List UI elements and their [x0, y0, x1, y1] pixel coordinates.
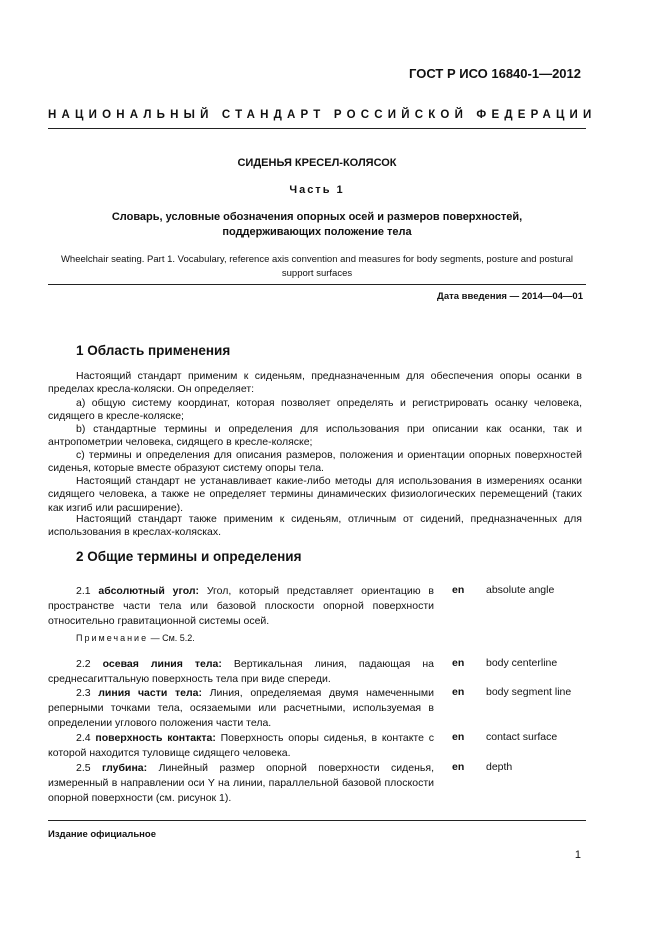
english-term: depth: [486, 761, 513, 773]
section-1-paragraph: Настоящий стандарт не устанавливает какие-либо методы для использования в измерениях осанки сидящего человека, а также не определяет термины динамических физиологических перемещений (таких как изгиб или расширение).: [48, 475, 582, 514]
language-code: en: [452, 657, 465, 669]
scope-item-b: b) стандартные термины и определения для использования при описании как осанки, так и антропометрии человека, сидящего в кресле-коляске;: [48, 423, 582, 449]
language-code: en: [452, 686, 465, 698]
term-text: Угол, который представляет ориентацию в пространстве части тела или базовой плоскости опорной поверхности относительно гравитационной системы осей.: [48, 585, 435, 627]
footer-divider: [48, 820, 586, 821]
term-definition: [48, 584, 434, 629]
term-name: глубина:: [102, 762, 148, 774]
term-definition: [48, 657, 434, 687]
english-term: body centerline: [486, 657, 558, 669]
term-number: 2.4: [76, 732, 91, 744]
part-label: Часть 1: [289, 184, 345, 196]
language-code: en: [452, 731, 465, 743]
note: [76, 633, 195, 643]
term-text: Поверхность опоры сиденья, в контакте с которой находится туловище сидящего человека.: [48, 732, 434, 759]
top-divider: [48, 128, 586, 129]
national-standard-heading: НАЦИОНАЛЬНЫЙ СТАНДАРТ РОССИЙСКОЙ ФЕДЕРАЦИИ: [48, 109, 597, 121]
term-text: Вертикальная линия, падающая на среднесагиттальную поверхность тела при виде спереди.: [48, 658, 434, 685]
term-number: 2.2: [76, 658, 91, 670]
language-code: en: [452, 761, 465, 773]
title-divider: [48, 284, 586, 285]
effective-date: Дата введения — 2014—04—01: [437, 291, 583, 302]
note-label: Примечание: [76, 633, 149, 643]
term-text: Линейный размер опорной поверхности сиденья, измеренный в направлении оси Y на линии, параллельной базовой плоскости опорной поверхности (см. рисунок 1).: [48, 762, 434, 804]
section-1-paragraph: Настоящий стандарт применим к сиденьям, предназначенным для обеспечения опоры осанки в пределах кресла-коляски. Он определяет:: [48, 370, 582, 396]
page-number: 1: [574, 849, 581, 861]
term-definition: [48, 761, 434, 806]
english-term: body segment line: [486, 686, 572, 698]
section-1-heading: 1 Область применения: [76, 343, 231, 358]
term-definition: [48, 731, 434, 761]
document-code: ГОСТ Р ИСО 16840-1—2012: [409, 66, 581, 81]
section-2-heading: 2 Общие термины и определения: [76, 549, 302, 564]
document-title: СИДЕНЬЯ КРЕСЕЛ-КОЛЯСОК: [237, 157, 397, 169]
scope-item-c: c) термины и определения для описания размеров, положения и ориентации опорных поверхностей сиденья, которые вместе образуют систему опоры тела.: [48, 449, 582, 475]
term-name: абсолютный угол:: [98, 585, 200, 597]
note-text: — См. 5.2.: [148, 633, 195, 643]
term-number: 2.1: [76, 585, 91, 597]
term-definition: [48, 686, 434, 731]
english-term: contact surface: [486, 731, 558, 743]
document-subtitle: Словарь, условные обозначения опорных осей и размеров поверхностей, поддерживающих положение тела: [111, 211, 523, 238]
language-code: en: [452, 584, 465, 596]
term-name: осевая линия тела:: [102, 658, 222, 670]
term-name: линия части тела:: [98, 687, 202, 699]
section-1-paragraph: Настоящий стандарт также применим к сиденьям, отличным от сидений, предназначенных для использования в креслах-колясках.: [48, 513, 582, 539]
term-number: 2.3: [76, 687, 91, 699]
english-title: Wheelchair seating. Part 1. Vocabulary, reference axis convention and measures for body segments, posture and postural support surfaces: [60, 254, 574, 279]
english-term: absolute angle: [486, 584, 555, 596]
scope-item-a: а) общую систему координат, которая позволяет определять и регистрировать осанку человека, сидящего в кресле-коляске;: [48, 397, 582, 423]
edition-label: Издание официальное: [48, 829, 156, 840]
term-text: Линия, определяемая двумя намеченными реперными точками тела, осязаемыми или расчетными, используемая в определении углового положения части тела.: [48, 687, 434, 729]
term-name: поверхность контакта:: [95, 732, 216, 744]
term-number: 2.5: [76, 762, 91, 774]
